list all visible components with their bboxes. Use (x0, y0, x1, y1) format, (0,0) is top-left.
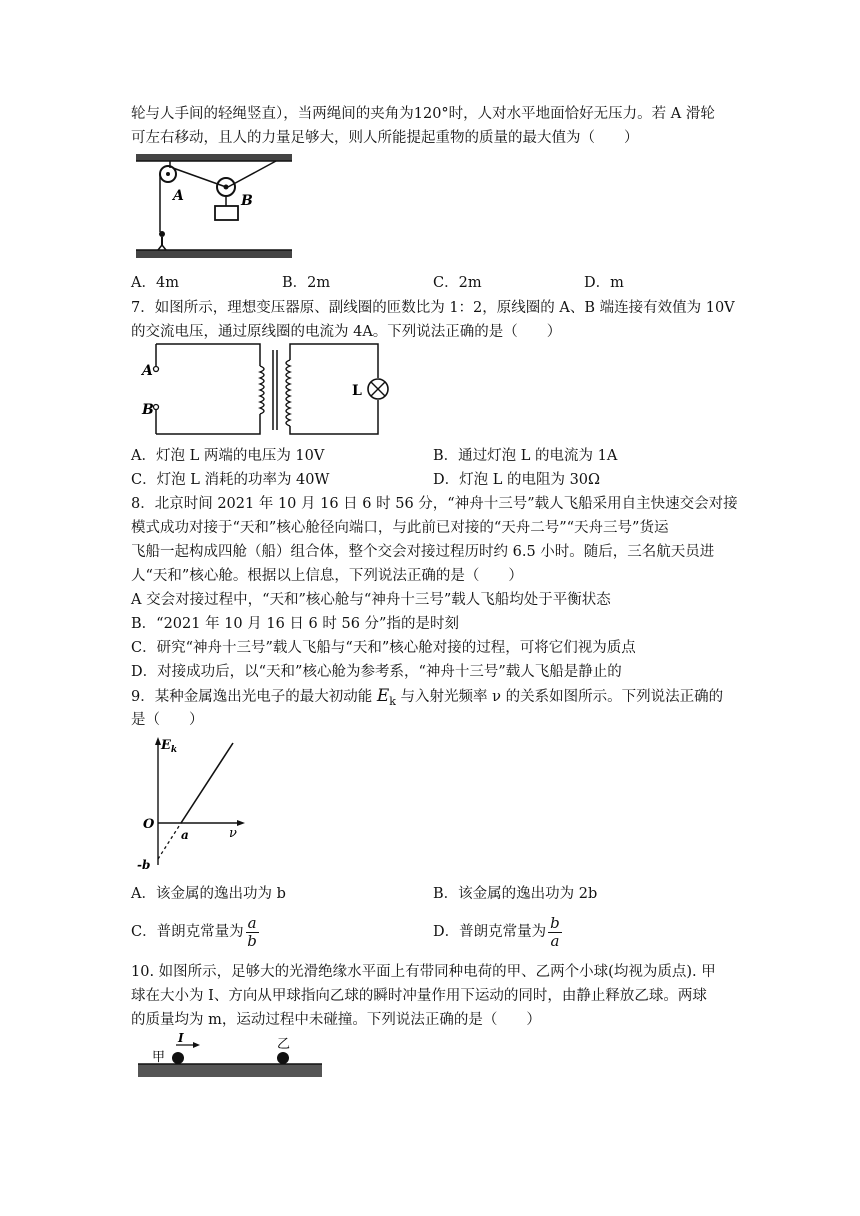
q6-label-a: A (173, 188, 184, 204)
q9-graph-x-label: ν (229, 826, 237, 841)
q6-option-c[interactable]: C．2m (433, 275, 482, 291)
q7-label-l: L (352, 383, 362, 399)
q9-option-d[interactable] (433, 912, 562, 952)
q9-text-line2: 是（ ） (131, 712, 204, 728)
q7-label-b: B (142, 402, 154, 418)
q9-option-c-denominator: b (247, 931, 257, 950)
q9-ek-subscript: k (389, 694, 396, 708)
q9-text-line1 (131, 686, 723, 712)
q9-graph-intercept-a: a (181, 828, 189, 842)
q9-option-c-text: C．普朗克常量为 (131, 924, 244, 940)
q6-option-d[interactable]: D．m (584, 275, 624, 291)
q9-option-d-fraction (548, 915, 562, 950)
q10-ball-yi-label: 乙 (277, 1037, 291, 1052)
q8-text-line1: 8．北京时间 2021 年 10 月 16 日 6 时 56 分，“神舟十三号”载人飞船采用自主快速交会对接 (131, 496, 738, 512)
q6-text-line1: 轮与人手间的轻绳竖直），当两绳间的夹角为120°时，人对水平地面恰好无压力。若 A 滑轮 (131, 106, 715, 122)
q7-text-line1: 7．如图所示，理想变压器原、副线圈的匝数比为 1：2，原线圈的 A、B 端连接有效值为 10V (131, 300, 735, 316)
q10-text-line2: 球在大小为 I、方向从甲球指向乙球的瞬时冲量作用下运动的同时，由静止释放乙球。两球 (131, 988, 707, 1004)
q8-text-line3: 飞船一起构成四舱（船）组合体，整个交会对接过程历时约 6.5 小时。随后，三名航天员进 (131, 544, 715, 560)
q6-pulley-figure (136, 154, 296, 264)
q10-two-balls-figure (138, 1031, 338, 1084)
q9-option-d-denominator: a (550, 931, 560, 950)
q9-ek-symbol: E (376, 686, 390, 706)
q9-graph-intercept-b: -b (137, 858, 151, 872)
q7-label-a: A (142, 363, 153, 379)
q9-option-c[interactable] (131, 912, 259, 952)
svg-text:Ek (160, 738, 177, 755)
q7-text-line2: 的交流电压，通过原线圈的电流为 4A。下列说法正确的是（ ） (131, 324, 562, 340)
q7-option-c[interactable]: C．灯泡 L 消耗的功率为 40W (131, 472, 330, 488)
q8-option-a[interactable]: A 交会对接过程中，“天和”核心舱与“神舟十三号”载人飞船均处于平衡状态 (131, 592, 611, 608)
q8-text-line4: 人“天和”核心舱。根据以上信息，下列说法正确的是（ ） (131, 568, 523, 584)
q9-ek-graph (137, 735, 257, 875)
q7-transformer-figure (140, 342, 390, 440)
q7-option-a[interactable]: A．灯泡 L 两端的电压为 10V (131, 448, 325, 464)
q10-text-line1: 10. 如图所示，足够大的光滑绝缘水平面上有带同种电荷的甲、乙两个小球(均视为质点). 甲 (131, 964, 716, 980)
q9-text-pre: 9．某种金属逸出光电子的最大初动能 (131, 689, 377, 705)
q10-ball-jia-label: 甲 (152, 1050, 166, 1065)
q9-text-post: 与入射光频率 ν 的关系如图所示。下列说法正确的 (395, 689, 724, 705)
q9-graph-y-sub: k (170, 745, 178, 755)
q9-graph-origin: O (143, 817, 155, 832)
q8-option-b[interactable]: B．“2021 年 10 月 16 日 6 时 56 分”指的是时刻 (131, 616, 459, 632)
q9-option-a[interactable]: A．该金属的逸出功为 b (131, 886, 286, 902)
q10-text-line3: 的质量均为 m，运动过程中未碰撞。下列说法正确的是（ ） (131, 1012, 541, 1028)
q6-label-b: B (241, 193, 253, 209)
q9-option-d-numerator: b (550, 913, 560, 932)
q9-option-c-numerator: a (247, 913, 257, 932)
q8-text-line2: 模式成功对接于“天和”核心舱径向端口，与此前已对接的“天舟二号”“天舟三号”货运 (131, 520, 669, 536)
q9-option-b[interactable]: B．该金属的逸出功为 2b (433, 886, 598, 902)
q9-graph-y-label: E (161, 738, 171, 753)
q6-text-line2: 可左右移动，且人的力量足够大，则人所能提起重物的质量的最大值为（ ） (131, 130, 639, 146)
q7-option-d[interactable]: D．灯泡 L 的电阻为 30Ω (433, 472, 601, 488)
q9-option-c-fraction (246, 915, 259, 950)
q10-impulse-label: I (178, 1031, 184, 1045)
q7-option-b[interactable]: B．通过灯泡 L 的电流为 1A (433, 448, 618, 464)
q8-option-d[interactable]: D．对接成功后，以“天和”核心舱为参考系，“神舟十三号”载人飞船是静止的 (131, 664, 622, 680)
q9-option-d-text: D．普朗克常量为 (433, 924, 547, 940)
q6-option-a[interactable]: A．4m (131, 275, 179, 291)
q6-option-b[interactable]: B．2m (282, 275, 331, 291)
q8-option-c[interactable]: C．研究“神舟十三号”载人飞船与“天和”核心舱对接的过程，可将它们视为质点 (131, 640, 636, 656)
